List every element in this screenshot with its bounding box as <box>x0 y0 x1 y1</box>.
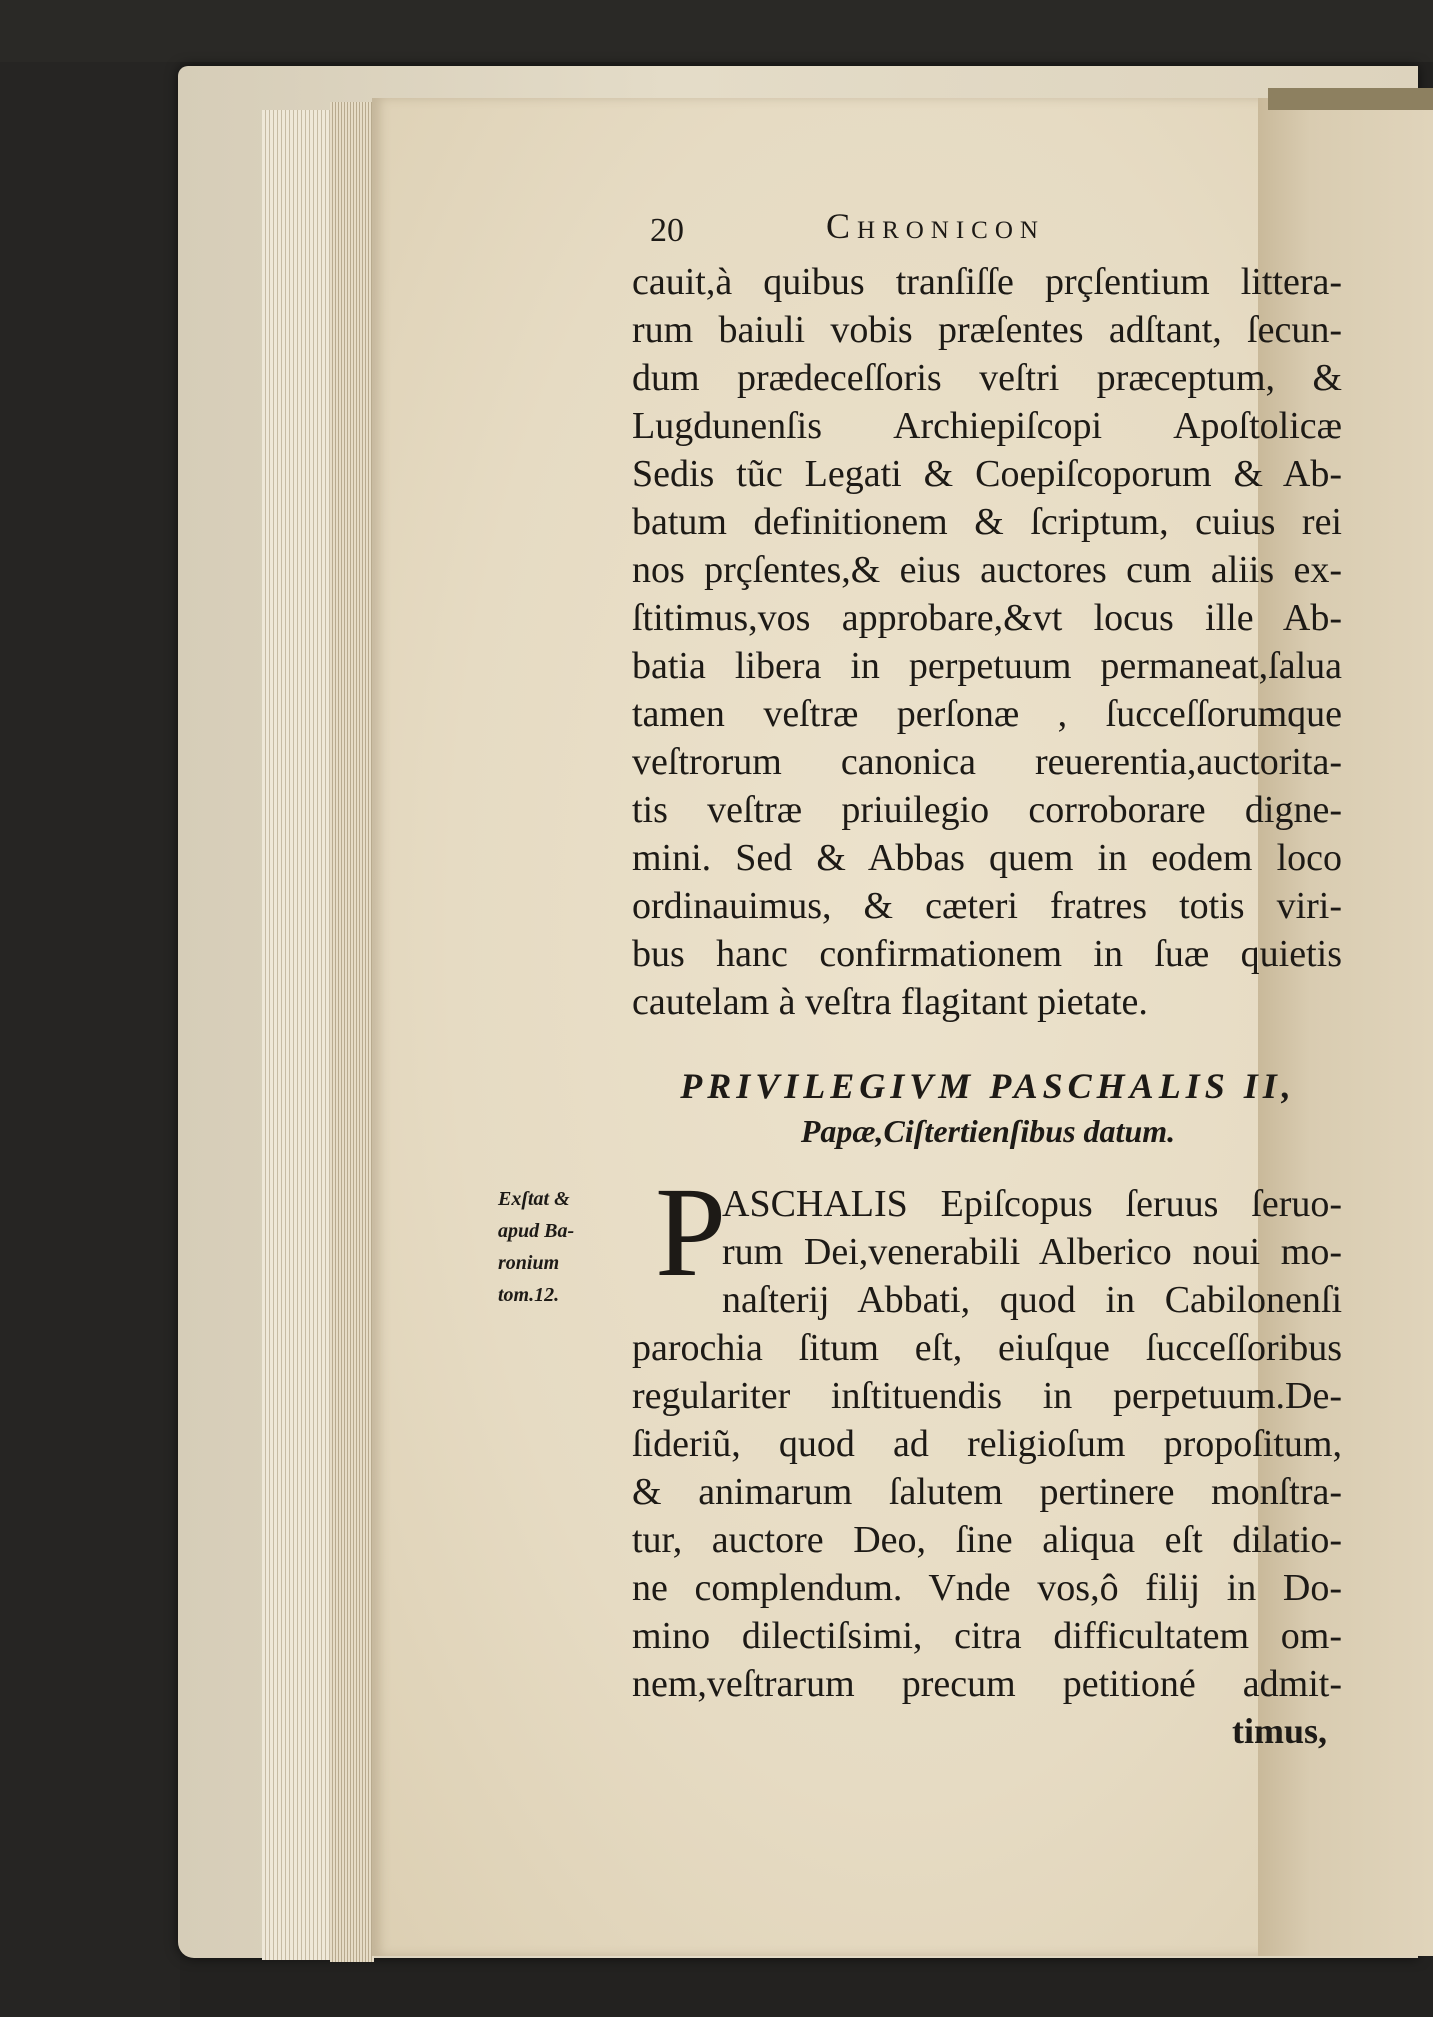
privilege-line: nem,veſtrarum precum petitioné admit- <box>632 1663 1342 1705</box>
margin-note-line: apud Ba- <box>498 1220 575 1242</box>
facing-page-strip <box>1268 88 1433 110</box>
catchword: timus, <box>1232 1711 1328 1751</box>
body-line: batia libera in perpetuum permaneat,ſalua <box>632 645 1342 687</box>
body-line: Sedis tũc Legati & Coepiſcoporum & Ab- <box>632 453 1342 495</box>
privilege-line: regulariter inſtituendis in perpetuum.De- <box>632 1375 1342 1417</box>
body-line: dum prædeceſſoris veſtri præceptum, & <box>632 357 1342 399</box>
section-heading: PRIVILEGIVM PASCHALIS II, <box>680 1066 1296 1106</box>
privilege-line: naſterij Abbati, quod in Cabilonenſi <box>722 1279 1342 1321</box>
body-line: cauit,à quibus tranſiſſe prçſentium littera- <box>632 261 1342 303</box>
body-line: cautelam à veſtra flagitant pietate. <box>632 981 1148 1023</box>
privilege-line: ne complendum. Vnde vos,ô filij in Do- <box>632 1567 1342 1609</box>
body-line: rum baiuli vobis præſentes adſtant, ſecun- <box>632 309 1342 351</box>
background-top <box>0 0 1433 62</box>
section-subheading: Papæ,Ciſtertienſibus datum. <box>800 1113 1176 1149</box>
privilege-line: tur, auctore Deo, ſine aliqua eſt dilatio- <box>632 1519 1342 1561</box>
dropcap-letter: P <box>655 1161 727 1303</box>
body-line: Lugdunenſis Archiepiſcopi Apoſtolicæ <box>632 405 1342 447</box>
body-line: nos prçſentes,& eius auctores cum aliis ex- <box>632 549 1342 591</box>
folio-number: 20 <box>650 212 684 249</box>
body-line: ordinauimus, & cæteri fratres totis viri- <box>632 885 1342 927</box>
privilege-line: mino dilectiſsimi, citra difficultatem om- <box>632 1615 1342 1657</box>
privilege-line: parochia ſitum eſt, eiuſque ſucceſſoribus <box>632 1327 1342 1369</box>
privilege-line: ASCHALIS Epiſcopus ſeruus ſeruo- <box>722 1183 1342 1225</box>
privilege-line: ſideriũ, quod ad religioſum propoſitum, <box>632 1423 1342 1465</box>
body-line: ſtitimus,vos approbare,&vt locus ille Ab- <box>632 597 1342 639</box>
background-left <box>0 0 180 2017</box>
body-line: tamen veſtræ perſonæ , ſucceſſorumque <box>632 693 1342 735</box>
body-line: veſtrorum canonica reuerentia,auctorita- <box>632 741 1342 783</box>
body-line: mini. Sed & Abbas quem in eodem loco <box>632 837 1342 879</box>
margin-note-line: Exſtat & <box>498 1188 570 1210</box>
margin-note-line: tom.12. <box>498 1284 560 1306</box>
privilege-line: rum Dei,venerabili Alberico noui mo- <box>722 1231 1342 1273</box>
body-line: bus hanc confirmationem in ſuæ quietis <box>632 933 1342 975</box>
body-line: batum definitionem & ſcriptum, cuius rei <box>632 501 1342 543</box>
page-edges-inner <box>330 102 374 1962</box>
margin-note-line: ronium <box>498 1252 560 1274</box>
privilege-line: & animarum ſalutem pertinere monſtra- <box>632 1471 1342 1513</box>
body-line: tis veſtræ priuilegio corroborare digne- <box>632 789 1342 831</box>
running-title: Chronicon <box>826 206 1045 246</box>
